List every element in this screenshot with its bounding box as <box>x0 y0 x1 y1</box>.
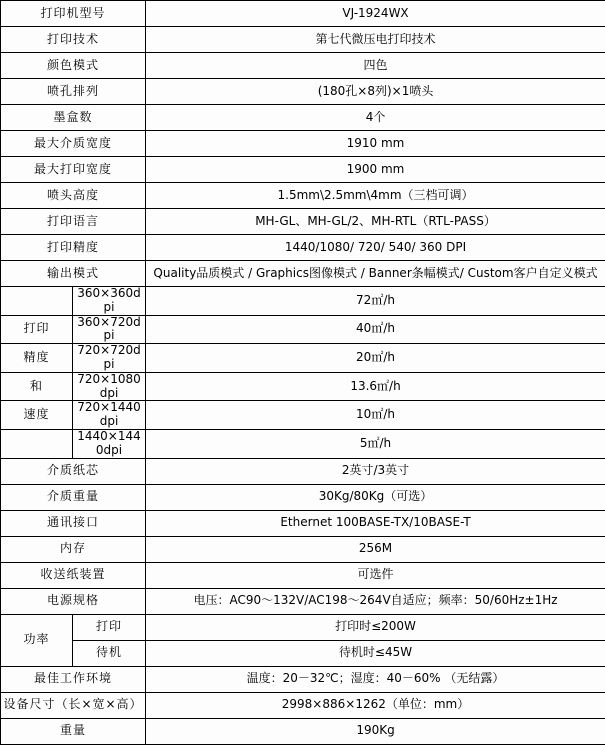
speed-row <box>1 401 605 430</box>
table-row <box>1 235 605 261</box>
row-value: 1440/1080/ 720/ 540/ 360 DPI <box>146 235 605 261</box>
table-row <box>1 53 605 79</box>
speed-group-label <box>1 429 73 458</box>
row-label: 内存 <box>1 536 146 562</box>
resolution-cell: 720×720dpi <box>73 344 146 373</box>
row-value: 温度：20－32℃；湿度：40－60% （无结露） <box>146 666 605 692</box>
table-row <box>1 588 605 614</box>
row-value: 256M <box>146 536 605 562</box>
row-value: 2998×886×1262（单位：mm） <box>146 692 605 718</box>
table-row <box>1 536 605 562</box>
table-row <box>1 183 605 209</box>
row-label: 打印语言 <box>1 209 146 235</box>
row-value: Ethernet 100BASE-TX/10BASE-T <box>146 510 605 536</box>
table-row <box>1 157 605 183</box>
power-value: 待机时≤45W <box>146 640 605 666</box>
table-row <box>1 105 605 131</box>
speed-value: 13.6㎡/h <box>146 372 605 401</box>
table-row <box>1 261 605 287</box>
row-label: 介质纸芯 <box>1 458 146 484</box>
table-row <box>1 718 605 744</box>
row-value: (180孔×8列)×1喷头 <box>146 79 605 105</box>
row-label: 喷孔排列 <box>1 79 146 105</box>
table-row <box>1 666 605 692</box>
row-label: 重量 <box>1 718 146 744</box>
table-row <box>1 692 605 718</box>
speed-value: 72㎡/h <box>146 287 605 316</box>
row-value: MH-GL、MH-GL/2、MH-RTL（RTL-PASS） <box>146 209 605 235</box>
table-row <box>1 209 605 235</box>
row-value: 电压：AC90～132V/AC198～264V自适应；频率：50/60Hz±1Hz <box>146 588 605 614</box>
speed-value: 20㎡/h <box>146 344 605 373</box>
speed-group-label <box>1 287 73 316</box>
row-label: 喷头高度 <box>1 183 146 209</box>
speed-row <box>1 287 605 316</box>
table-row <box>1 79 605 105</box>
row-value: 1.5mm\2.5mm\4mm（三档可调） <box>146 183 605 209</box>
speed-group-label: 和 <box>1 372 73 401</box>
row-label: 设备尺寸（长×宽×高） <box>1 692 146 718</box>
row-label: 电源规格 <box>1 588 146 614</box>
row-value: 1900 mm <box>146 157 605 183</box>
row-label: 收送纸装置 <box>1 562 146 588</box>
table-row <box>1 27 605 53</box>
row-label: 介质重量 <box>1 484 146 510</box>
row-value: 1910 mm <box>146 131 605 157</box>
table-row <box>1 458 605 484</box>
row-label: 打印技术 <box>1 27 146 53</box>
row-value: 可选件 <box>146 562 605 588</box>
row-label: 打印精度 <box>1 235 146 261</box>
table-row <box>1 131 605 157</box>
row-label: 颜色模式 <box>1 53 146 79</box>
speed-row <box>1 315 605 344</box>
row-label: 最大介质宽度 <box>1 131 146 157</box>
power-mode-label: 待机 <box>73 640 146 666</box>
row-label: 输出模式 <box>1 261 146 287</box>
row-value: Quality品质模式 / Graphics图像模式 / Banner条幅模式/ Custom客户自定义模式 <box>146 261 605 287</box>
row-value: 第七代微压电打印技术 <box>146 27 605 53</box>
speed-row <box>1 429 605 458</box>
speed-value: 10㎡/h <box>146 401 605 430</box>
table-row <box>1 562 605 588</box>
power-row <box>1 640 605 666</box>
power-mode-label: 打印 <box>73 614 146 640</box>
row-value: 四色 <box>146 53 605 79</box>
power-value: 打印时≤200W <box>146 614 605 640</box>
resolution-cell: 360×720dpi <box>73 315 146 344</box>
row-label: 通讯接口 <box>1 510 146 536</box>
row-value: 4个 <box>146 105 605 131</box>
power-group-label: 功率 <box>1 614 73 666</box>
speed-group-label: 精度 <box>1 344 73 373</box>
speed-row <box>1 344 605 373</box>
row-label: 打印机型号 <box>1 1 146 27</box>
row-value: 190Kg <box>146 718 605 744</box>
table-row <box>1 1 605 27</box>
table-row <box>1 510 605 536</box>
row-value: VJ-1924WX <box>146 1 605 27</box>
row-label: 最大打印宽度 <box>1 157 146 183</box>
speed-group-label: 速度 <box>1 401 73 430</box>
row-label: 墨盒数 <box>1 105 146 131</box>
speed-value: 5㎡/h <box>146 429 605 458</box>
power-row <box>1 614 605 640</box>
resolution-cell: 720×1440dpi <box>73 401 146 430</box>
resolution-cell: 1440×1440dpi <box>73 429 146 458</box>
row-label: 最佳工作环境 <box>1 666 146 692</box>
resolution-cell: 360×360dpi <box>73 287 146 316</box>
speed-row <box>1 372 605 401</box>
row-value: 2英寸/3英寸 <box>146 458 605 484</box>
table-row <box>1 484 605 510</box>
row-value: 30Kg/80Kg（可选） <box>146 484 605 510</box>
speed-group-label: 打印 <box>1 315 73 344</box>
resolution-cell: 720×1080dpi <box>73 372 146 401</box>
speed-value: 40㎡/h <box>146 315 605 344</box>
